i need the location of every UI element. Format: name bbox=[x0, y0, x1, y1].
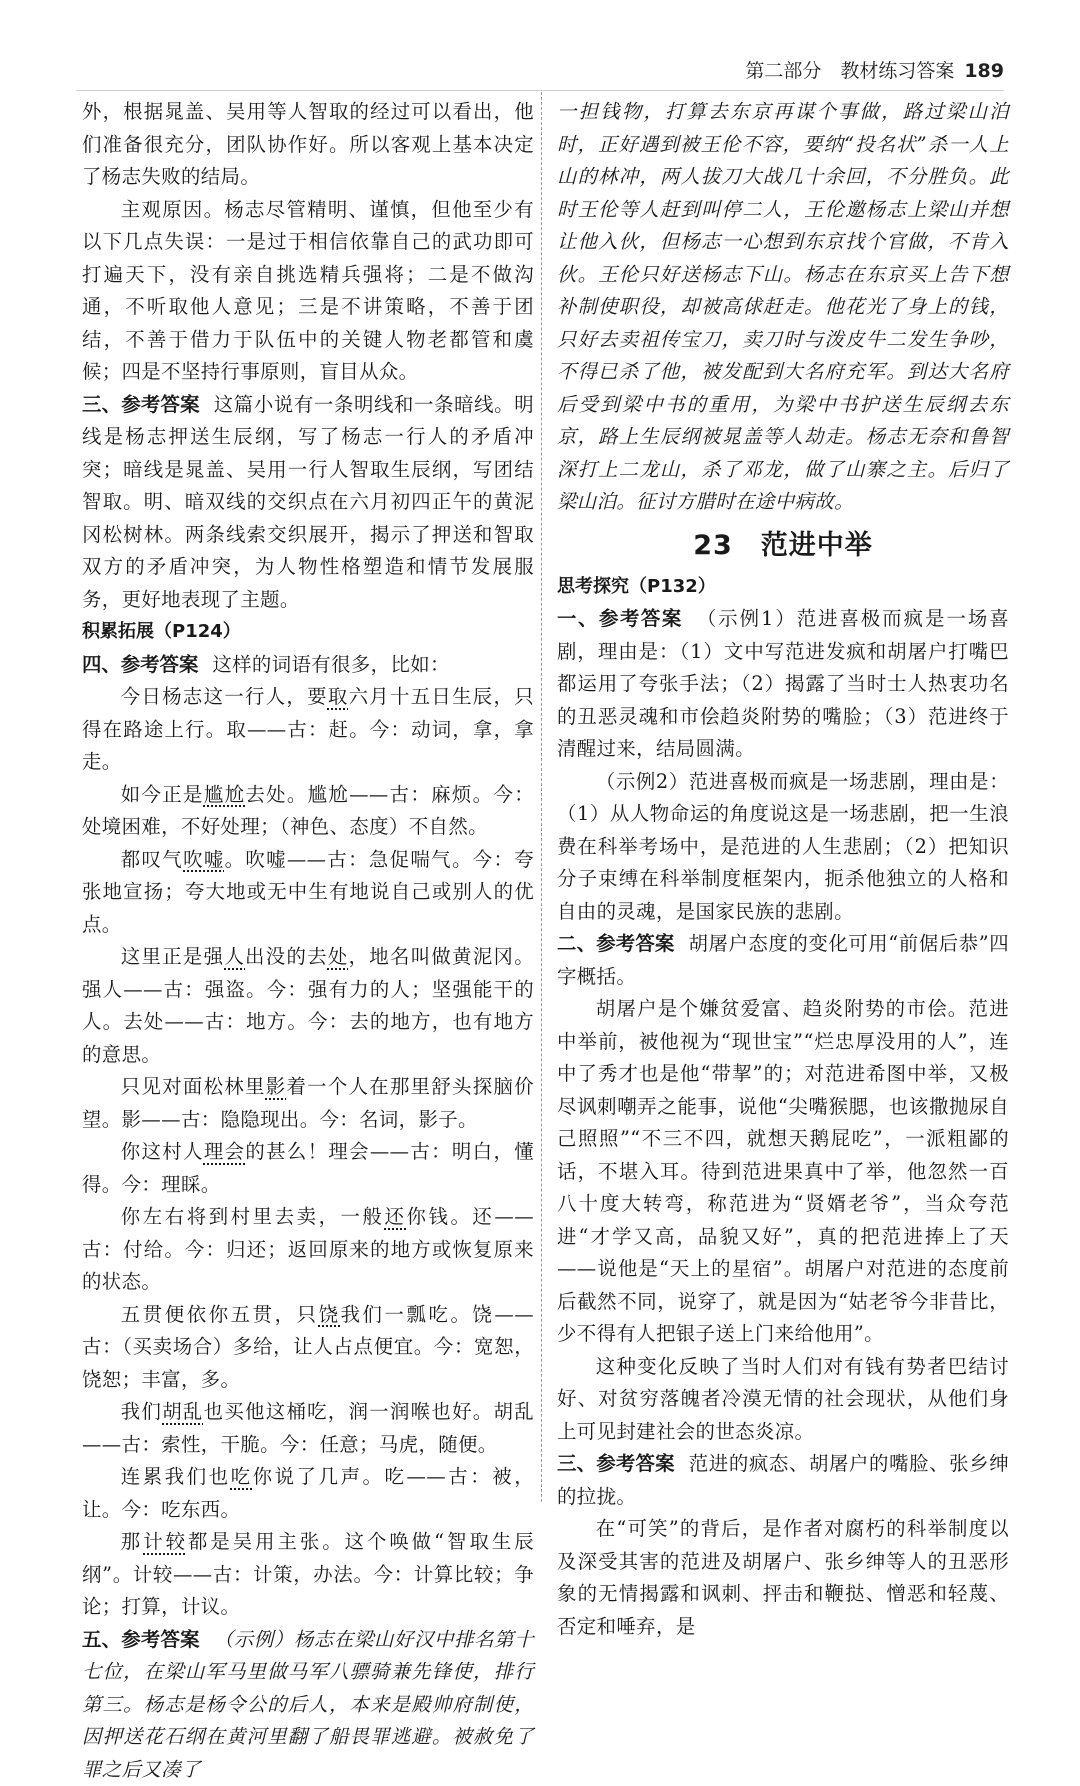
emphasized-word: 理会 bbox=[204, 1140, 246, 1163]
answer-4 bbox=[82, 649, 534, 682]
answer-text: 这样的词语有很多，比如： bbox=[212, 653, 450, 676]
answer-3 bbox=[82, 389, 534, 617]
answer-label: 一、参考答案 bbox=[557, 607, 683, 630]
paragraph-continued: 一担钱物，打算去东京再谋个事做，路过梁山泊时，正好遇到被王伦不容，要纳“投名状”杀一人上山的林冲，两人拔刀大战几十余回，不分胜负。此时王伦等人赶到叫停二人，王伦邀杨志上梁山并想让他入伙，但杨志一心想到东京找个官做，不肯入伙。王伦只好送杨志下山。杨志在东京买上告下想补制使职役，却被高俅赶走。他花光了身上的钱，只好去卖祖传宝刀，卖刀时与泼皮牛二发生争吵，不得已杀了他，被发配到大名府充军。到达大名府后受到梁中书的重用，为梁中书护送生辰纲去东京，路上生辰纲被晁盖等人劫走。杨志无奈和鲁智深打上二龙山，杀了邓龙，做了山寨之主。后归了梁山泊。征讨方腊时在途中病故。 bbox=[557, 96, 1009, 519]
word-example: 五贯便依你五贯，只饶我们一瓢吃。饶——古：（买卖场合）多给，让人占点便宜。今：宽恕，饶恕；丰富，多。 bbox=[82, 1299, 534, 1397]
word-example: 连累我们也吃你说了几声。吃——古：被，让。今：吃东西。 bbox=[82, 1461, 534, 1526]
paragraph: （示例2）范进喜极而疯是一场悲剧，理由是：（1）从人物命运的角度说这是一场悲剧，把一生浪费在科举考场中，是范进的人生悲剧；（2）把知识分子束缚在科举制度框架内，扼杀他独立的人格和自由的灵魂，是国家民族的悲剧。 bbox=[557, 766, 1009, 929]
paragraph: 胡屠户是个嫌贫爱富、趋炎附势的市侩。范进中举前，被他视为“现世宝”“烂忠厚没用的人”，连中了秀才也是他“带挈”的；对范进希图中举，又极尽讽刺嘲弄之能事，说他“尖嘴猴腮，也该撒抛尿自己照照”“不三不四，就想天鹅屁吃”，一派粗鄙的话，不堪入耳。待到范进果真中了举，他忽然一百八十度大转弯，称范进为“贤婿老爷”，当众夸范进“才学又高，品貌又好”，真的把范进捧上了天——说他是“天上的星宿”。胡屠户对范进的态度前后截然不同，说穿了，就是因为“姑老爷今非昔比，少不得有人把银子送上门来给他用”。 bbox=[557, 993, 1009, 1351]
answer-text: （示例）杨志在梁山好汉中排名第十七位，在梁山军马里做马军八骠骑兼先锋使，排行第三。杨志是杨令公的后人，本来是殿帅府制使，因押送花石纲在黄河里翻了船畏罪逃避。被赦免了罪之后又凑了 bbox=[82, 1628, 534, 1781]
subheading-thinking: 思考探究（P132） bbox=[557, 571, 1009, 604]
emphasized-word: 吹嘘 bbox=[183, 848, 225, 871]
answer-text: 这篇小说有一条明线和一条暗线。明线是杨志押送生辰纲，写了杨志一行人的矛盾冲突；暗线是晁盖、吴用一行人智取生辰纲，写团结智取。明、暗双线的交织点在六月初四正午的黄泥冈松树林。两条线索交织展开，揭示了押送和智取双方的矛盾冲突，为人物性格塑造和情节发展服务，更好地表现了主题。 bbox=[82, 393, 534, 611]
answer-label: 二、参考答案 bbox=[557, 932, 674, 955]
column-divider bbox=[541, 92, 542, 1502]
word-example: 今日杨志这一行人，要取六月十五日生辰，只得在路途上行。取——古：赶。今：动词，拿，拿走。 bbox=[82, 681, 534, 779]
emphasized-word: 胡乱 bbox=[162, 1400, 203, 1423]
emphasized-word: 饶 bbox=[319, 1303, 341, 1326]
emphasized-word: 影 bbox=[266, 1075, 287, 1098]
header-rule bbox=[76, 90, 1004, 91]
running-header bbox=[745, 56, 1004, 83]
answer-label: 五、参考答案 bbox=[82, 1628, 200, 1651]
paragraph: 这种变化反映了当时人们对有钱有势者巴结讨好、对贫穷落魄者冷漠无情的社会现状，从他们身上可见封建社会的世态炎凉。 bbox=[557, 1351, 1009, 1449]
paragraph: 外，根据晁盖、吴用等人智取的经过可以看出，他们准备很充分，团队协作好。所以客观上基本决定了杨志失败的结局。 bbox=[82, 96, 534, 194]
word-example: 如今正是尴尬去处。尴尬——古：麻烦。今：处境困难，不好处理；（神色、态度）不自然。 bbox=[82, 779, 534, 844]
emphasized-word: 尴尬 bbox=[204, 783, 246, 806]
answer-3 bbox=[557, 1448, 1009, 1513]
answer-text: （示例1）范进喜极而疯是一场喜剧，理由是：（1）文中写范进发疯和胡屠户打嘴巴都运用了夸张手法；（2）揭露了当时士人热衷功名的丑恶灵魂和市侩趋炎附势的嘴脸；（3）范进终于清醒过来，结局圆满。 bbox=[557, 607, 1009, 760]
section-title: 23 范进中举 bbox=[557, 523, 1009, 569]
word-example: 你左右将到村里去卖，一般还你钱。还——古：付给。今：归还；返回原来的地方或恢复原来的状态。 bbox=[82, 1201, 534, 1299]
answer-label: 三、参考答案 bbox=[557, 1452, 675, 1475]
paragraph: 在“可笑”的背后，是作者对腐朽的科举制度以及深受其害的范进及胡屠户、张乡绅等人的丑恶形象的无情揭露和讽刺、抨击和鞭挞、憎恶和轻蔑、否定和唾弃，是 bbox=[557, 1513, 1009, 1643]
answer-text: 胡屠户态度的变化可用“前倨后恭”四字概括。 bbox=[557, 932, 1009, 988]
word-example: 都叹气吹嘘。吹嘘——古：急促喘气。今：夸张地宣扬；夸大地或无中生有地说自己或别人的优点。 bbox=[82, 844, 534, 942]
answer-2 bbox=[557, 928, 1009, 993]
answer-5 bbox=[82, 1624, 534, 1786]
emphasized-word: 人 bbox=[224, 945, 245, 968]
emphasized-word: 处 bbox=[328, 945, 349, 968]
word-example: 只见对面松林里影着一个人在那里舒头探脑价望。影——古：隐隐现出。今：名词，影子。 bbox=[82, 1071, 534, 1136]
answer-label: 四、参考答案 bbox=[82, 653, 198, 676]
word-example: 你这村人理会的甚么！理会——古：明白，懂得。今：理睬。 bbox=[82, 1136, 534, 1201]
paragraph: 主观原因。杨志尽管精明、谨慎，但他至少有以下几点失误：一是过于相信依靠自己的武功即可打遍天下，没有亲自挑选精兵强将；二是不做沟通，不听取他人意见；三是不讲策略，不善于团结，不善于借力于队伍中的关键人物老都管和虞候；四是不坚持行事原则，盲目从众。 bbox=[82, 194, 534, 389]
emphasized-word: 吃 bbox=[231, 1465, 253, 1488]
emphasized-word: 计较 bbox=[143, 1530, 188, 1553]
right-column bbox=[557, 96, 1009, 1643]
answer-label: 三、参考答案 bbox=[82, 393, 200, 416]
section-name: 第二部分 教材练习答案 bbox=[745, 60, 954, 82]
word-example: 我们胡乱也买他这桶吃，润一润喉也好。胡乱——古：索性，干脆。今：任意；马虎，随便。 bbox=[82, 1396, 534, 1461]
subheading-accumulation: 积累拓展（P124） bbox=[82, 616, 534, 649]
answer-text: 范进的疯态、胡屠户的嘴脸、张乡绅的拉拢。 bbox=[557, 1452, 1009, 1508]
left-column bbox=[82, 96, 534, 1786]
emphasized-word: 还 bbox=[385, 1205, 407, 1228]
emphasized-word: 取 bbox=[328, 685, 349, 708]
page-number: 189 bbox=[964, 60, 1004, 82]
word-example: 那计较都是吴用主张。这个唤做“智取生辰纲”。计较——古：计策，办法。今：计算比较；争论；打算，计议。 bbox=[82, 1526, 534, 1624]
answer-1 bbox=[557, 603, 1009, 766]
word-example: 这里正是强人出没的去处，地名叫做黄泥冈。强人——古：强盗。今：强有力的人；坚强能干的人。去处——古：地方。今：去的地方，也有地方的意思。 bbox=[82, 941, 534, 1071]
